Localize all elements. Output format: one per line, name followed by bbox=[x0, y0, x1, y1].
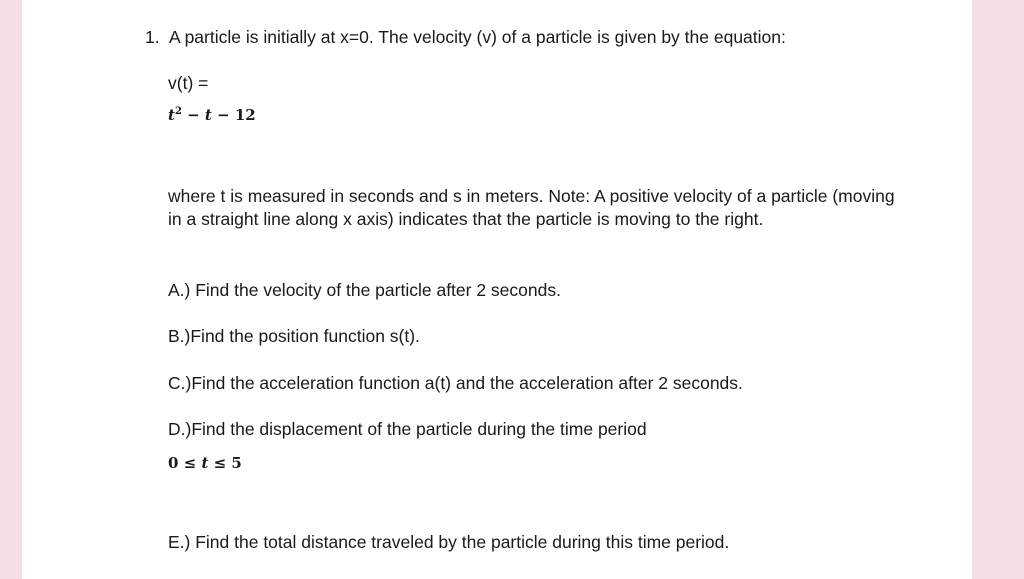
part-b: B.)Find the position function s(t). bbox=[168, 326, 420, 346]
velocity-label: v(t) = bbox=[168, 73, 209, 93]
interval-le-2: ≤ bbox=[208, 454, 232, 472]
interval-var: t bbox=[201, 454, 209, 472]
part-a: A.) Find the velocity of the particle after 2 seconds. bbox=[168, 280, 561, 300]
note-paragraph: where t is measured in seconds and s in meters. Note: A positive velocity of a particle (moving in a straight line along x axis) indicates that the particle is moving to the right. bbox=[168, 186, 895, 229]
eq-t: t bbox=[168, 106, 175, 124]
question-number: 1. bbox=[145, 27, 160, 47]
interval-le-1: ≤ bbox=[178, 454, 202, 472]
eq-t-2: t bbox=[204, 106, 212, 124]
interval-lower: 0 bbox=[168, 454, 179, 472]
part-c: C.)Find the acceleration function a(t) and the acceleration after 2 seconds. bbox=[168, 373, 743, 393]
velocity-equation bbox=[168, 106, 256, 124]
time-interval bbox=[168, 454, 242, 472]
eq-exponent: 2 bbox=[174, 106, 182, 117]
eq-minus-12: − 12 bbox=[211, 106, 256, 124]
document-page bbox=[22, 0, 972, 579]
eq-minus-1: − bbox=[181, 106, 205, 124]
interval-upper: 5 bbox=[231, 454, 242, 472]
question-intro: A particle is initially at x=0. The velocity (v) of a particle is given by the equation: bbox=[169, 27, 786, 47]
part-d: D.)Find the displacement of the particle during the time period bbox=[168, 419, 647, 439]
part-e: E.) Find the total distance traveled by the particle during this time period. bbox=[168, 532, 730, 552]
